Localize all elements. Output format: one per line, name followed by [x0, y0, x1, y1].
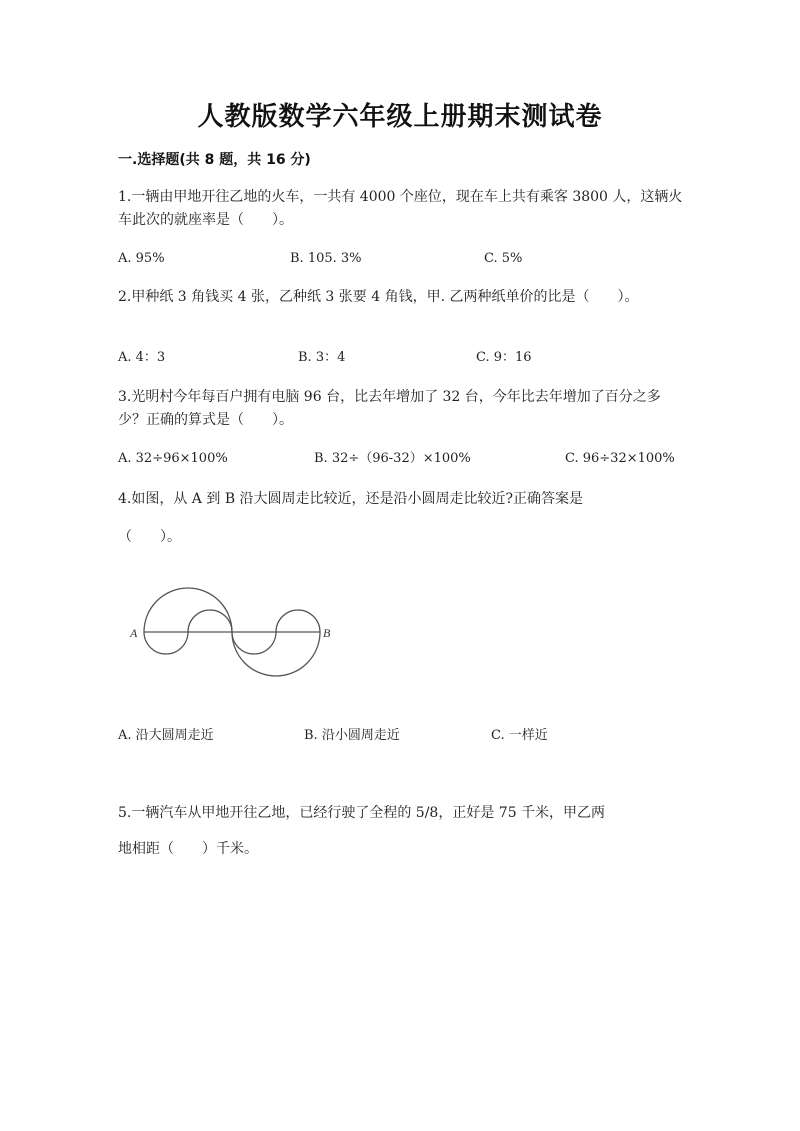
section-heading: 一.选择题(共 8 题，共 16 分) [118, 152, 311, 168]
question-4-option-c: C. 一样近 [491, 728, 548, 743]
question-5-text-line2: 地相距（ ）千米。 [118, 841, 258, 857]
question-4-option-a: A. 沿大圆周走近 [118, 728, 214, 743]
page-title: 人教版数学六年级上册期末测试卷 [197, 102, 603, 132]
question-3-option-a: A. 32÷96×100% [118, 451, 228, 466]
question-2-text: 2.甲种纸 3 角钱买 4 张，乙种纸 3 张要 4 角钱，甲. 乙两种纸单价的比是（ ）。 [118, 289, 639, 305]
question-4-text-line1: 4.如图，从 A 到 B 沿大圆周走比较近，还是沿小圆周走比较近?正确答案是 [118, 491, 584, 507]
question-1-option-b: B. 105. 3% [290, 251, 362, 266]
question-2-option-b: B. 3：4 [298, 350, 346, 365]
point-b-label: B [323, 626, 331, 640]
question-3-option-b: B. 32÷（96-32）×100% [314, 451, 471, 466]
question-1-option-a: A. 95% [118, 251, 165, 266]
point-a-label: A [130, 626, 138, 640]
question-3-option-c: C. 96÷32×100% [565, 451, 675, 466]
question-1-option-c: C. 5% [484, 251, 523, 266]
question-4-option-b: B. 沿小圆周走近 [304, 728, 400, 743]
question-2-option-c: C. 9：16 [476, 350, 532, 365]
question-3-text: 3.光明村今年每百户拥有电脑 96 台，比去年增加了 32 台，今年比去年增加了百分之多少？正确的算式是（ ）。 [118, 389, 661, 428]
question-1-text: 1.一辆由甲地开往乙地的火车，一共有 4000 个座位，现在车上共有乘客 3800 人，这辆火车此次的就座率是（ ）。 [118, 189, 683, 228]
question-4-text-line2: （ ）。 [118, 529, 181, 545]
question-2-option-a: A. 4：3 [118, 350, 166, 365]
circle-path-diagram [124, 580, 354, 688]
question-5-text-line1: 5.一辆汽车从甲地开往乙地，已经行驶了全程的 5/8，正好是 75 千米，甲乙两 [118, 805, 606, 821]
